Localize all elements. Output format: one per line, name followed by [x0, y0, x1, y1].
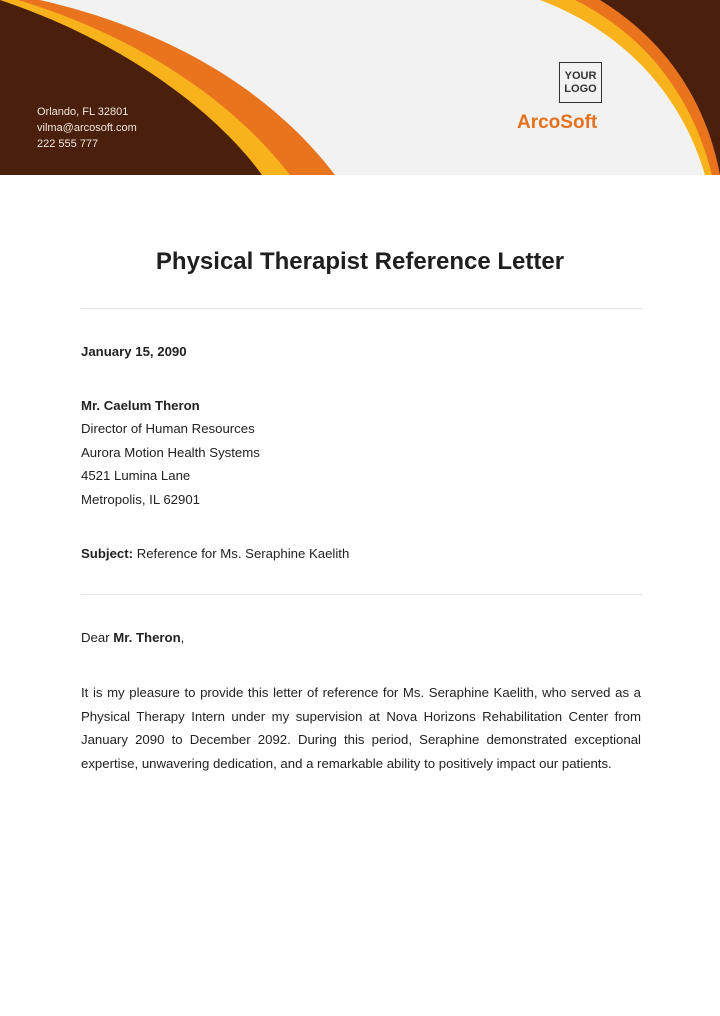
recipient-name: Mr. Caelum Theron — [81, 398, 200, 413]
company-contact — [37, 104, 137, 152]
company-phone: 222 555 777 — [37, 138, 99, 150]
company-address: Orlando, FL 32801 — [37, 106, 129, 118]
letterhead — [0, 0, 720, 175]
document-title: Physical Therapist Reference Letter — [155, 248, 565, 275]
logo-line-1: YOUR — [564, 69, 597, 82]
subject-label: Subject: — [81, 546, 134, 561]
recipient-street: 4521 Lumina Lane — [81, 468, 191, 483]
salutation-suffix: , — [180, 630, 185, 645]
letter-body-paragraph: It is my pleasure to provide this letter of reference for Ms. Seraphine Kaelith, who served as a Physical Therapy Intern under my supervision at Nova Horizons Rehabilitation Center from January 2090 to December 2092. During this period, Seraphine demonstrated exceptional expertise, unwavering dedication, and a remarkable ability to positively impact our patients. — [81, 685, 641, 771]
salutation-prefix: Dear — [81, 630, 114, 645]
recipient-company: Aurora Motion Health Systems — [81, 445, 260, 460]
company-email: vilma@arcosoft.com — [37, 122, 137, 134]
subject-text: Reference for Ms. Seraphine Kaelith — [133, 546, 350, 561]
letter-date: January 15, 2090 — [81, 344, 187, 359]
recipient-city: Metropolis, IL 62901 — [81, 492, 201, 507]
brand-name: ArcoSoft — [517, 112, 598, 133]
salutation-name: Mr. Theron — [113, 630, 181, 645]
logo-placeholder — [559, 62, 602, 103]
salutation — [81, 630, 184, 645]
logo-line-2: LOGO — [564, 82, 597, 95]
recipient-title: Director of Human Resources — [81, 421, 255, 436]
subject-line — [81, 546, 349, 561]
divider-top — [81, 308, 643, 309]
divider-bottom — [81, 594, 643, 595]
